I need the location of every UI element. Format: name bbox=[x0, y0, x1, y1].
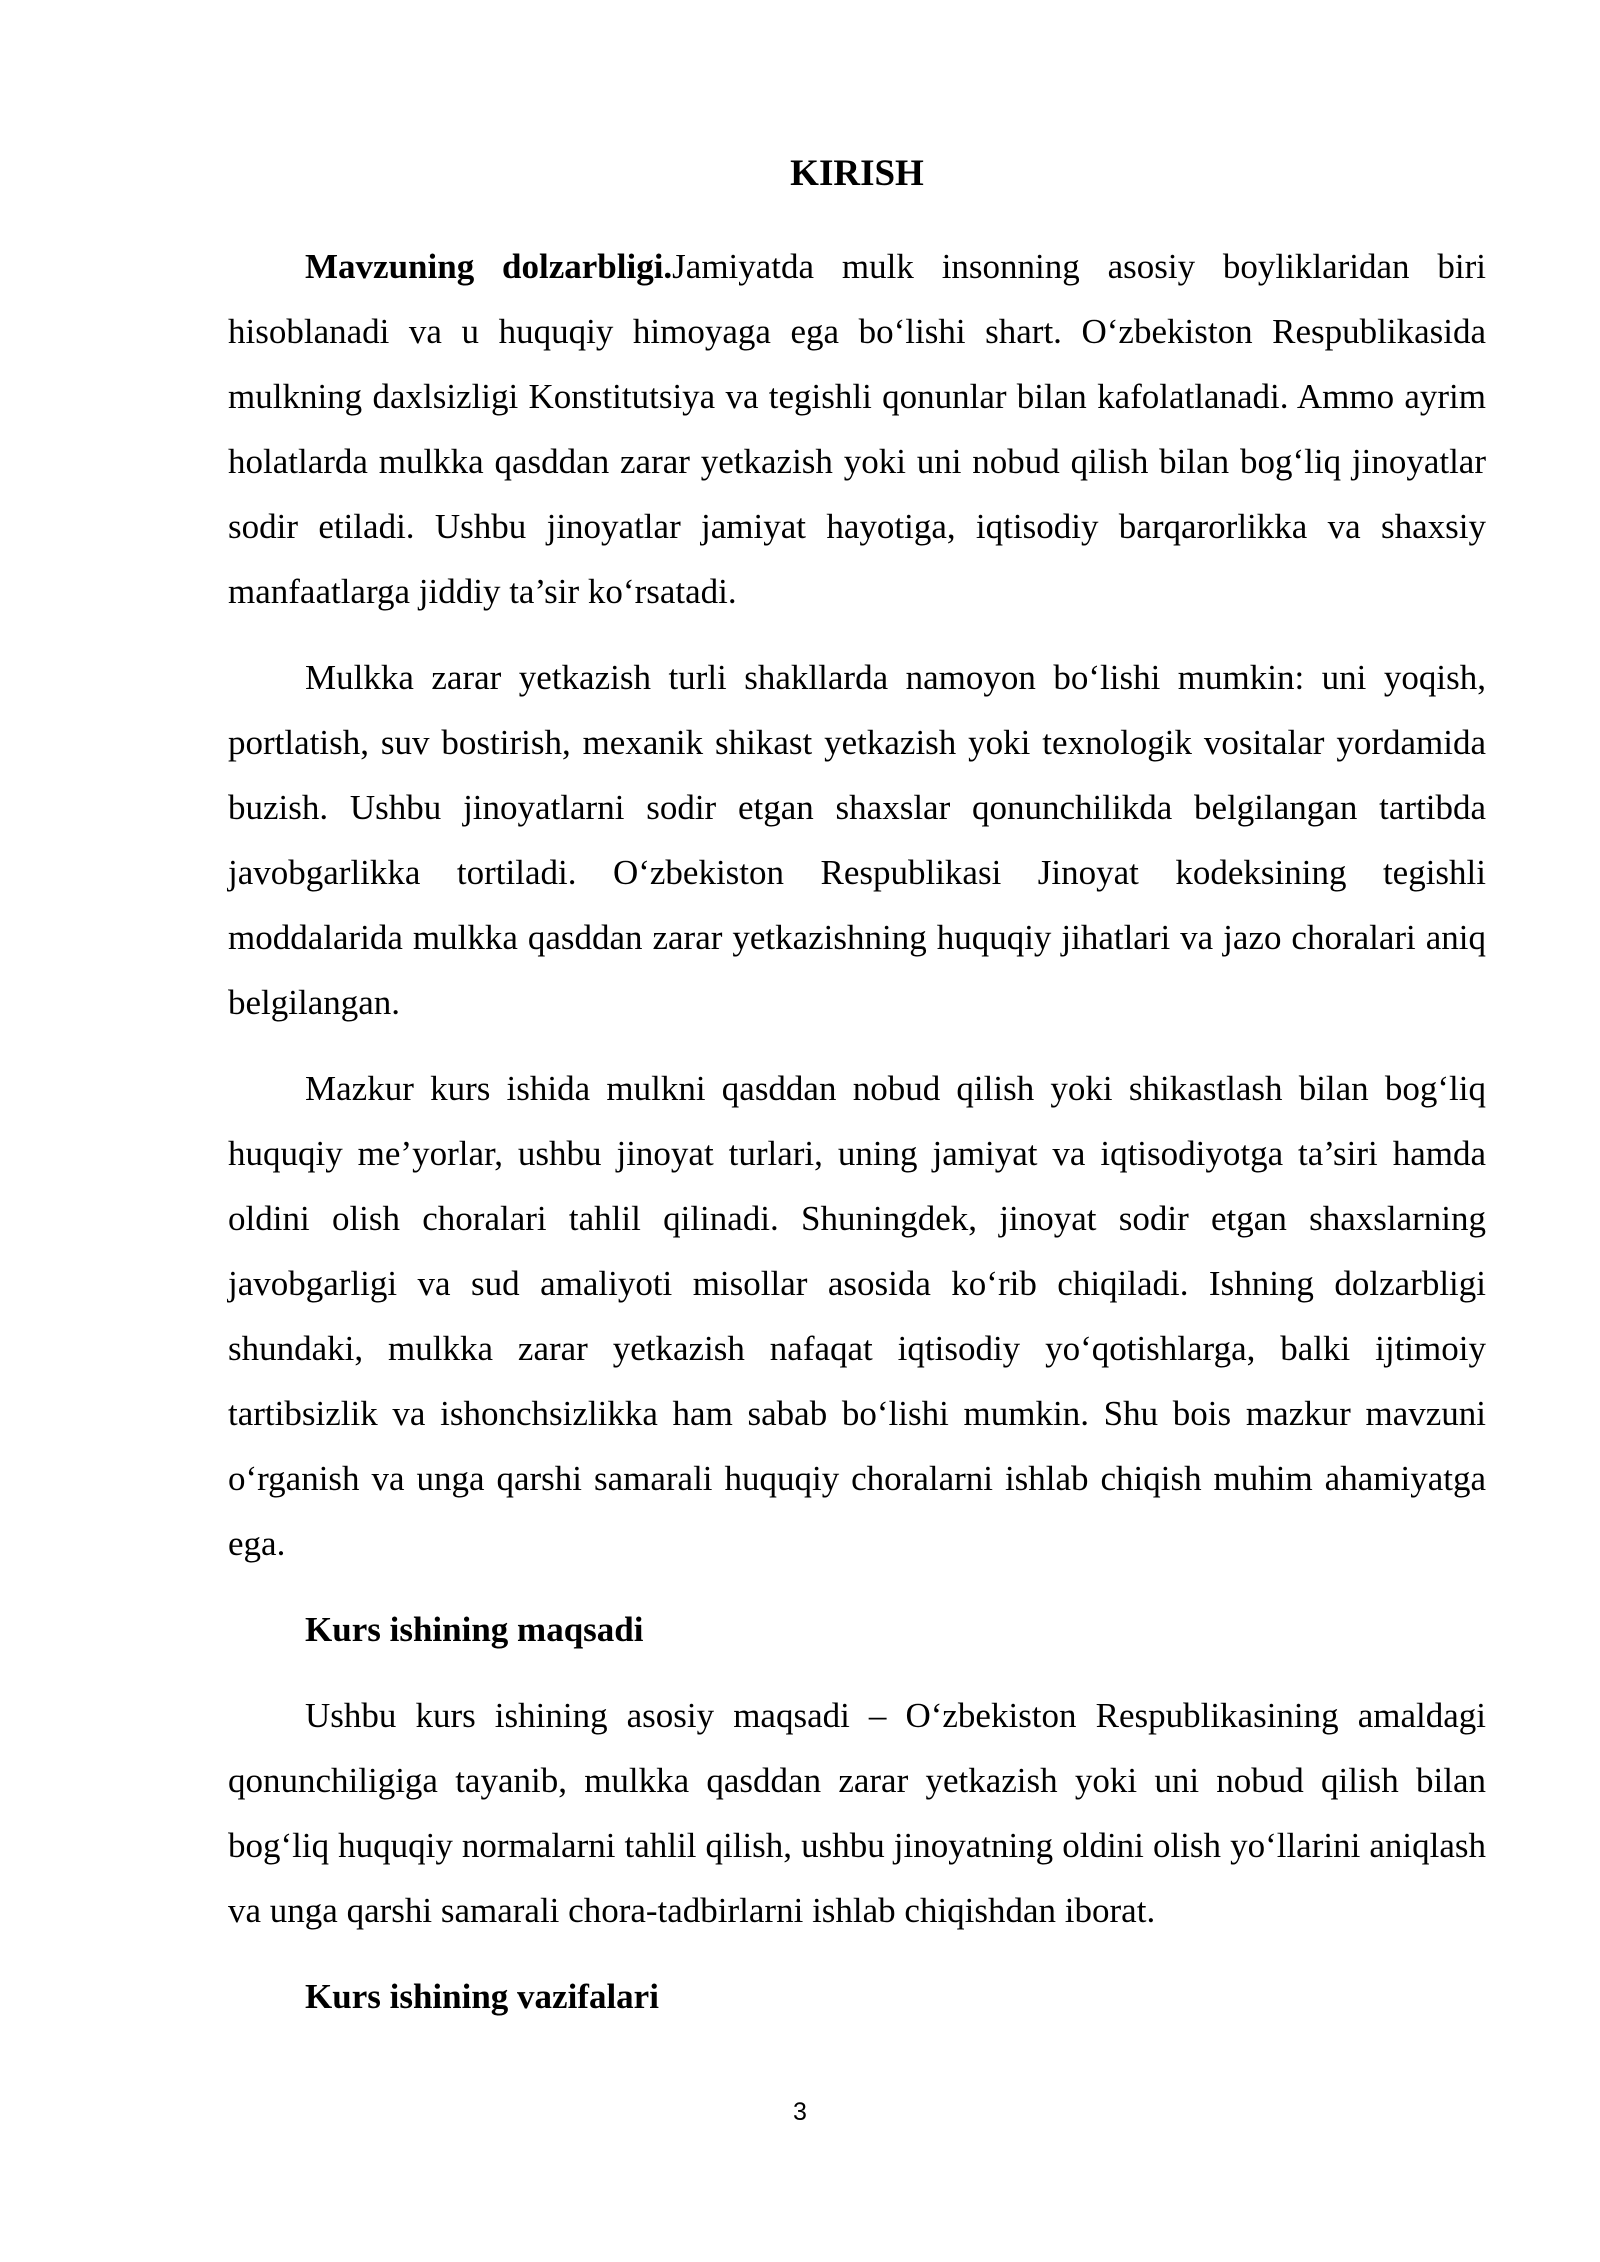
paragraph-course-scope: Mazkur kurs ishida mulkni qasddan nobud qilish yoki shikastlash bilan bog‘liq huquqiy me’yorlar, ushbu jinoyat turlari, uning jamiyat va iqtisodiyotga ta’siri hamda oldini olish choralari tahlil qilinadi. Shuningdek, jinoyat sodir etgan shaxslarning javobgarligi va sud amaliyoti misollar asosida ko‘rib chiqiladi. Ishning dolzarbligi shundaki, mulkka zarar yetkazish nafaqat iqtisodiy yo‘qotishlarga, balki ijtimoiy tartibsizlik va ishonchsizlikka ham sabab bo‘lishi mumkin. Shu bois mazkur mavzuni o‘rganish va unga qarshi samarali huquqiy choralarni ishlab chiqish muhim ahamiyatga ega. bbox=[228, 1069, 1486, 1563]
paragraph-forms-of-damage: Mulkka zarar yetkazish turli shakllarda namoyon bo‘lishi mumkin: uni yoqish, portlatish, suv bostirish, mexanik shikast yetkazish yoki texnologik vositalar yordamida buzish. Ushbu jinoyatlarni sodir etgan shaxslar qonunchilikda belgilangan tartibda javobgarlikka tortiladi. O‘zbekiston Respublikasi Jinoyat kodeksining tegishli moddalarida mulkka qasddan zarar yetkazishning huquqiy jihatlari va jazo choralari aniq belgilangan. bbox=[228, 658, 1486, 1022]
intro-text: Jamiyatda mulk insonning asosiy boyliklaridan biri hisoblanadi va u huquqiy himoyaga ega bo‘lishi shart. O‘zbekiston Respublikasida mulkning daxlsizligi Konstitutsiya va tegishli qonunlar bilan kafolatlanadi. Ammo ayrim holatlarda mulkka qasddan zarar yetkazish yoki uni nobud qilish bilan bog‘liq jinoyatlar sodir etiladi. Ushbu jinoyatlar jamiyat hayotiga, iqtisodiy barqarorlikka va shaxsiy manfaatlarga jiddiy ta’sir ko‘rsatadi. bbox=[228, 247, 1486, 611]
intro-paragraph bbox=[228, 234, 1486, 624]
paragraph-course-goal: Ushbu kurs ishining asosiy maqsadi – O‘zbekiston Respublikasining amaldagi qonunchiligiga tayanib, mulkka qasddan zarar yetkazish yoki uni nobud qilish bilan bog‘liq huquqiy normalarni tahlil qilish, ushbu jinoyatning oldini olish yo‘llarini aniqlash va unga qarshi samarali chora-tadbirlarni ishlab chiqishdan iborat. bbox=[228, 1696, 1486, 1930]
intro-lead: Mavzuning dolzarbligi. bbox=[305, 247, 673, 286]
heading-course-goal: Kurs ishining maqsadi bbox=[305, 1610, 644, 1649]
page-body bbox=[228, 148, 1486, 2050]
heading-course-tasks: Kurs ishining vazifalari bbox=[305, 1977, 659, 2016]
page-title: KIRISH bbox=[790, 153, 924, 194]
page-number: 3 bbox=[793, 2098, 807, 2126]
